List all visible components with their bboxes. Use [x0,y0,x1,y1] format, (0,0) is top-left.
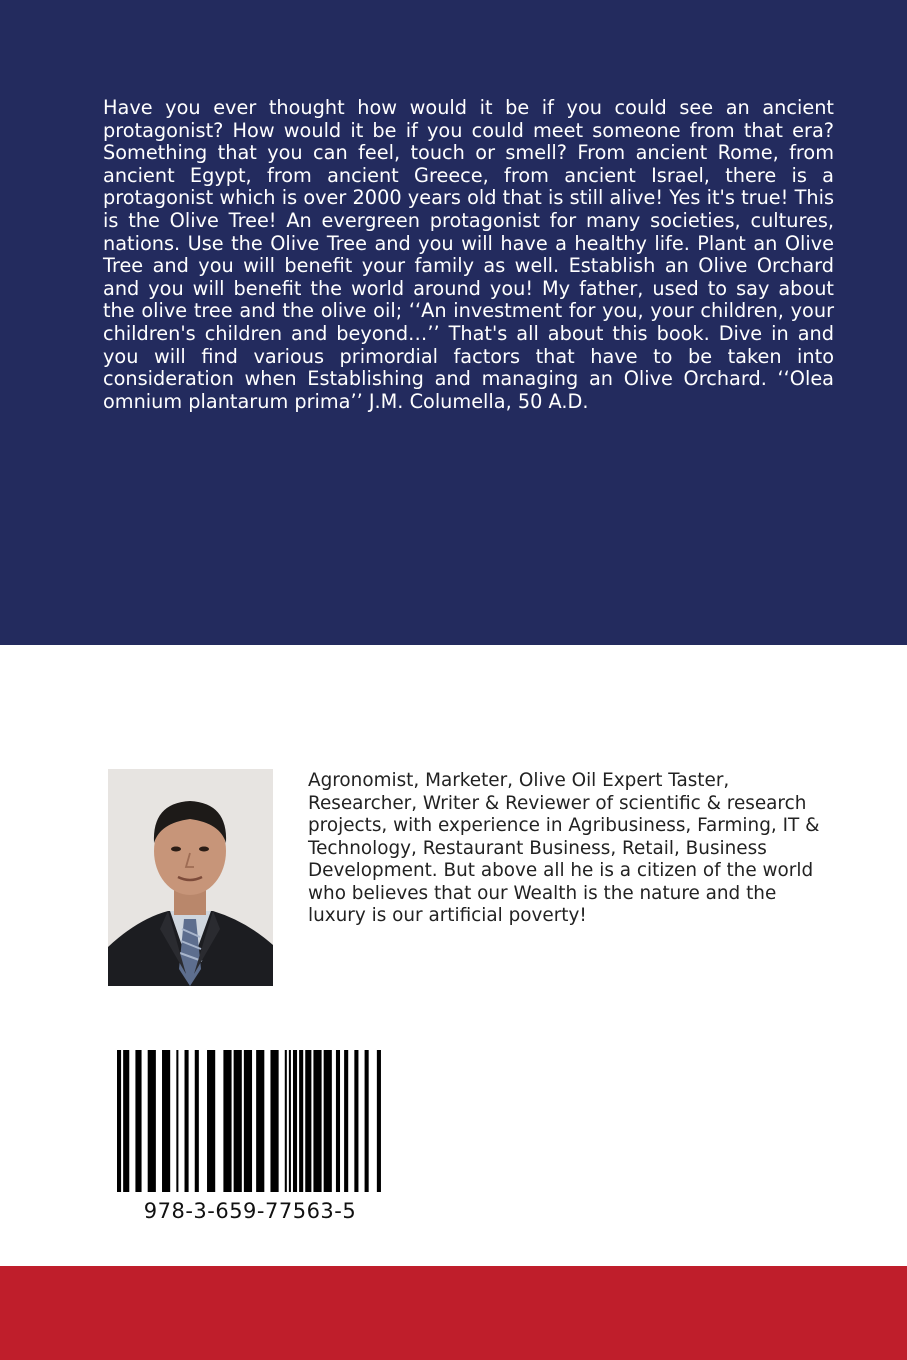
barcode-bar [324,1050,332,1192]
barcode-bar [185,1050,189,1192]
author-bio: Agronomist, Marketer, Olive Oil Expert Taster, Researcher, Writer & Reviewer of scientific & research projects, with experience in Agribusiness, Farming, IT & Technology, Restaurant Business, Retail, Business Development. But above all he is a citizen of the world who believes that our Wealth is the nature and the luxury is our artificial poverty! [308,770,820,926]
barcode-bar [148,1050,156,1192]
isbn-number: 978-3-659-77563-5 [143,1199,357,1223]
bottom-color-band [0,1266,907,1360]
barcode-bar [285,1050,287,1192]
author-photo [108,769,273,986]
barcode-bar [354,1050,358,1192]
barcode-bar [234,1050,242,1192]
barcode-bar [256,1050,264,1192]
book-blurb: Have you ever thought how would it be if you could see an ancient protagonist? How would it be if you could meet someone from that era? Something that you can feel, touch or smell? From ancient Rome, from ancient Egypt, from ancient Greece, from ancient Israel, there is a protagonist which is over 2000 years old that is still alive! Yes it's true! This is the Olive Tree! An evergreen protagonist for many societies, cultures, nations. Use the Olive Tree and you will have a healthy life. Plant an Olive Tree and you will benefit your family as well. Establish an Olive Orchard and you will benefit the world around you! My father, used to say about the olive tree and the olive oil; ‘‘An investment for you, your children, your children's children and beyond…’’ That's all about this book. Dive in and you will find various primordial factors that have to be taken into consideration when Establishing and managing an Olive Orchard. ‘‘Olea omnium plantarum prima’’ J.M. Columella, 50 A.D. [103,96,834,413]
barcode-bar [195,1050,199,1192]
barcode-bar [223,1050,231,1192]
barcode-bar [293,1050,297,1192]
barcode-bar [135,1050,141,1192]
barcode-bar [123,1050,129,1192]
barcode [117,1050,383,1192]
barcode-bar [207,1050,215,1192]
barcode-bar [336,1050,340,1192]
barcode-bar [162,1050,170,1192]
barcode-bar [270,1050,278,1192]
barcode-bar [365,1050,369,1192]
barcode-bar [244,1050,252,1192]
barcode-bar [299,1050,303,1192]
barcode-bar [176,1050,178,1192]
barcode-bar [377,1050,381,1192]
author-portrait-illustration [108,769,273,986]
top-color-band [0,0,907,645]
barcode-bar [344,1050,348,1192]
barcode-bar [289,1050,291,1192]
barcode-bar [313,1050,321,1192]
barcode-bar [117,1050,121,1192]
barcode-bar [305,1050,311,1192]
